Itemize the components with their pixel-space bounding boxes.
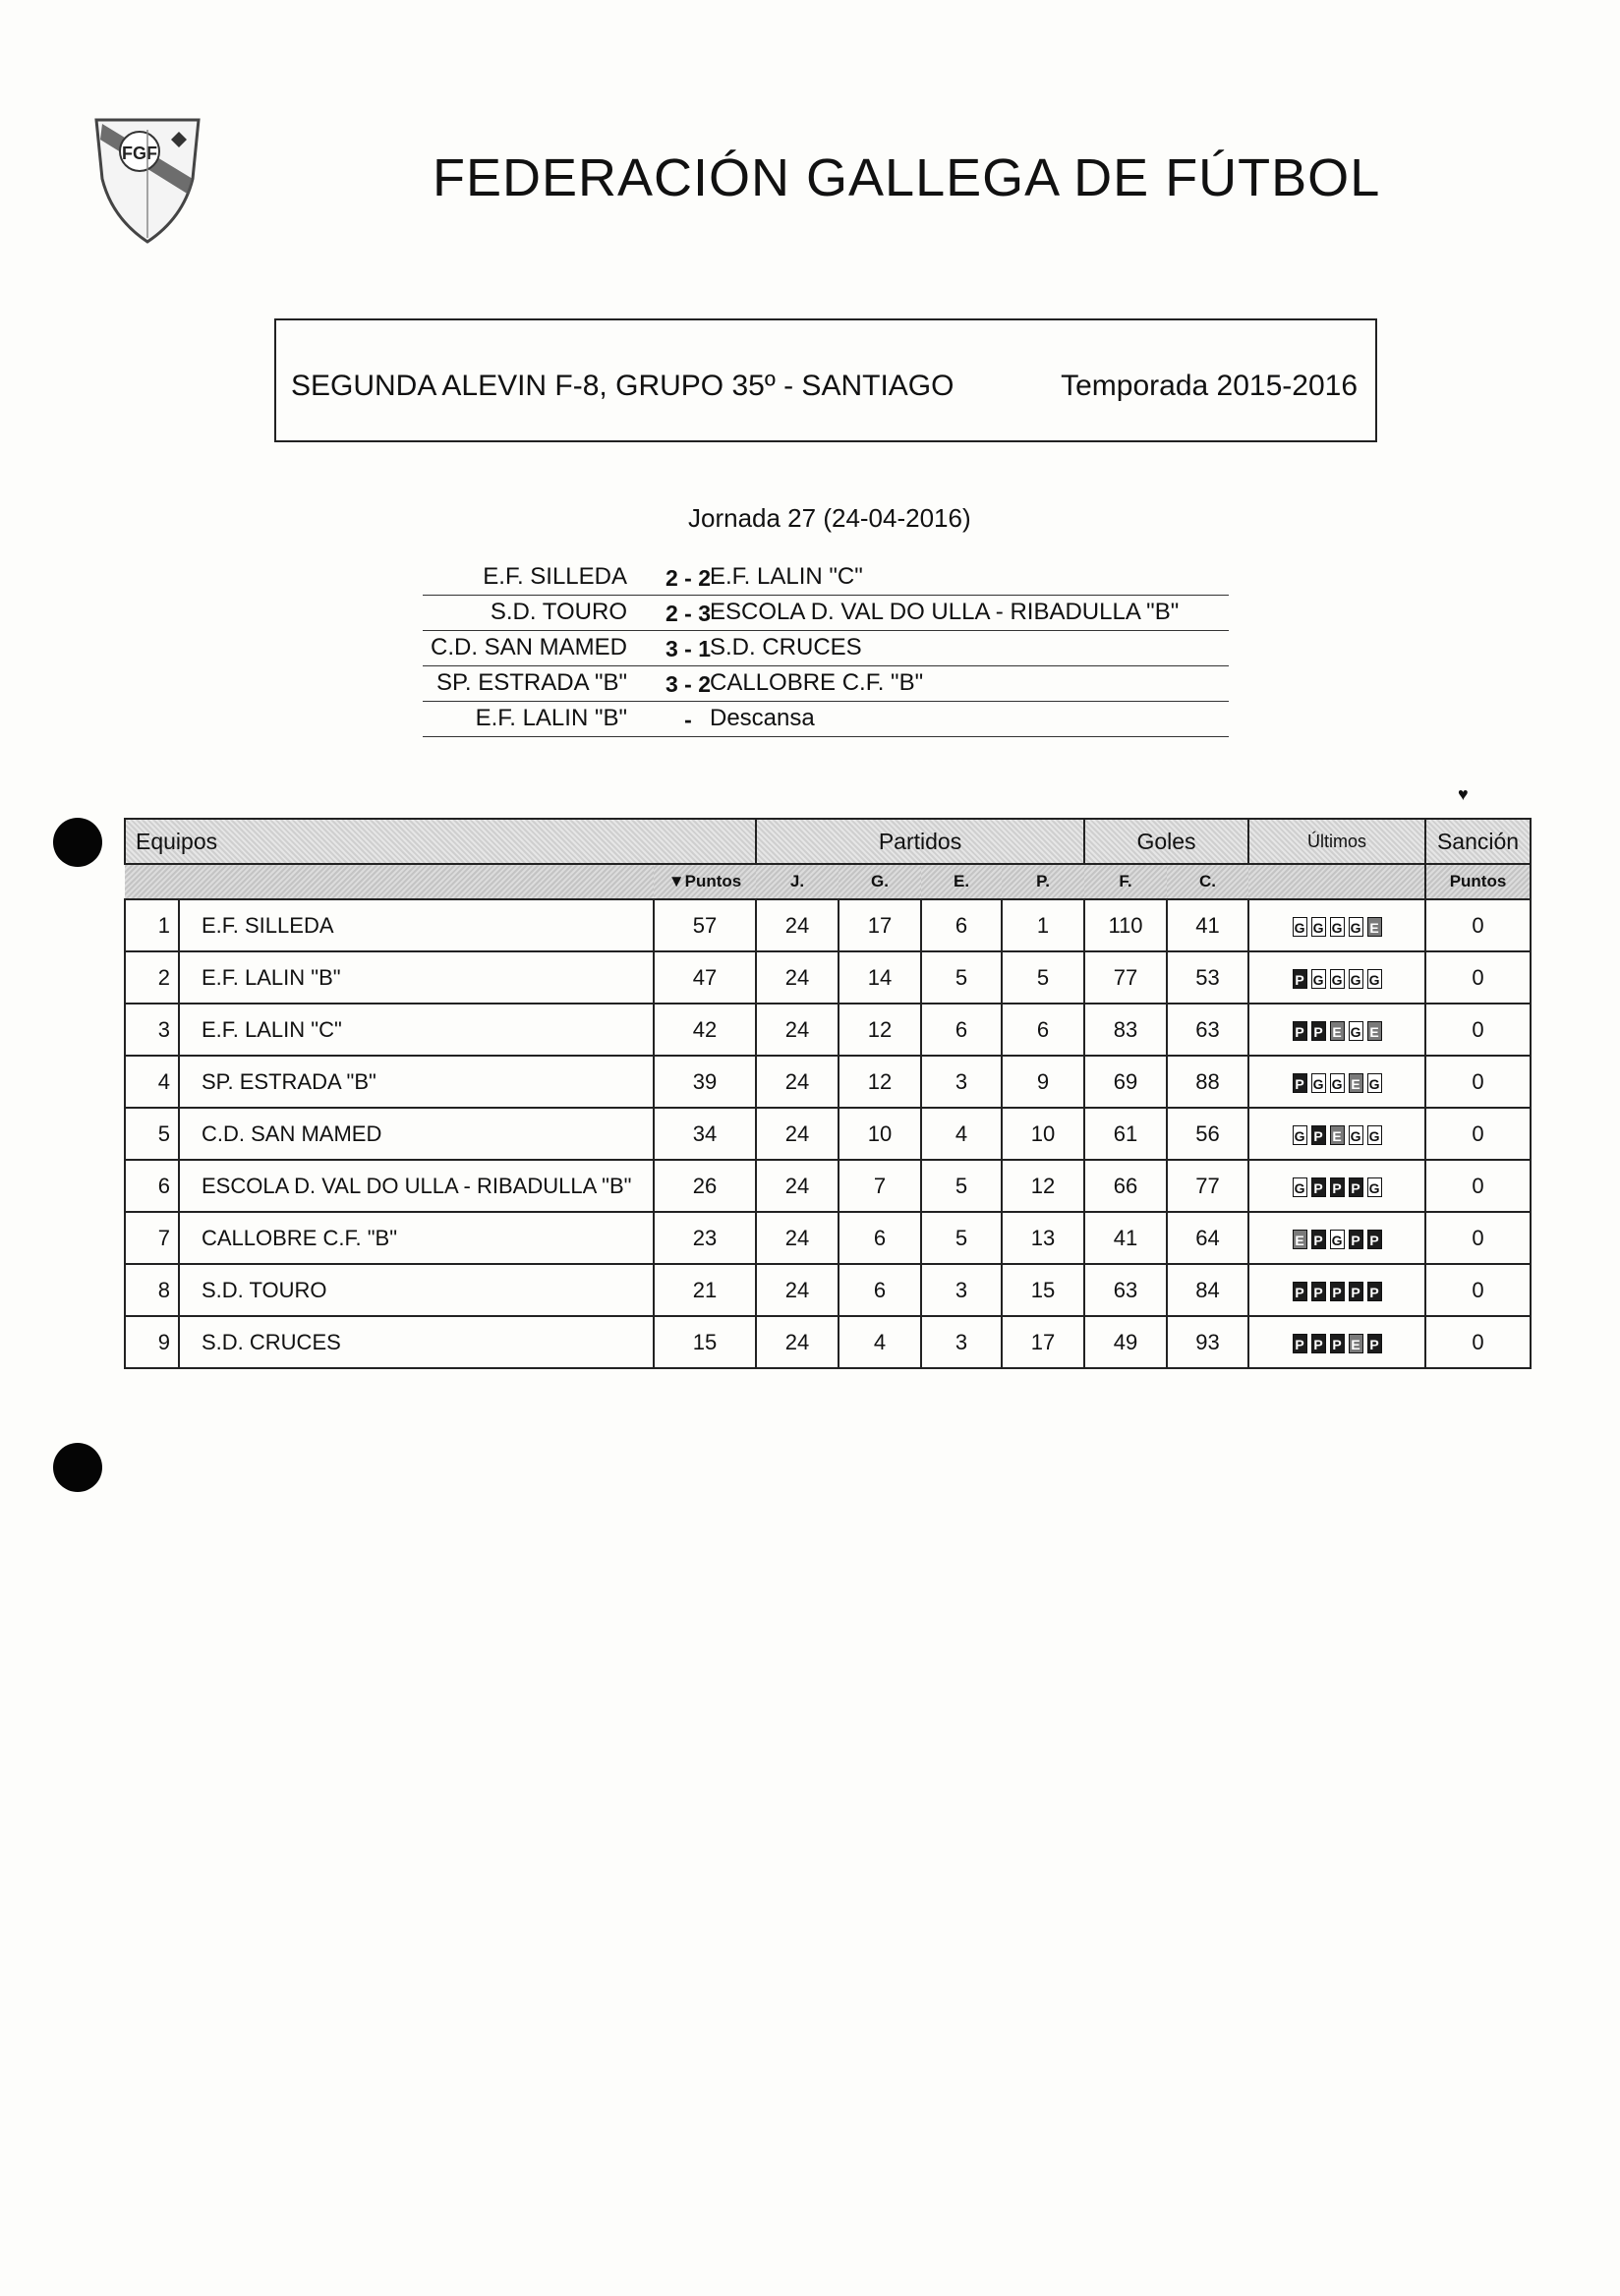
lost-cell: 10: [1002, 1108, 1084, 1160]
result-row: [423, 702, 1229, 737]
sanction-cell: 0: [1425, 899, 1531, 951]
position-cell: 4: [125, 1056, 179, 1108]
form-badge: E: [1330, 1021, 1345, 1041]
last-results-cell: [1248, 1056, 1425, 1108]
form-badge: E: [1330, 1125, 1345, 1145]
standings-table: [124, 818, 1532, 1369]
sanction-cell: 0: [1425, 1108, 1531, 1160]
competition-header: [274, 318, 1377, 442]
form-badge: G: [1293, 1125, 1307, 1145]
lost-column-header[interactable]: P.: [1002, 864, 1084, 899]
heart-marker-icon: ♥: [1458, 784, 1469, 804]
points-cell: 15: [654, 1316, 756, 1368]
won-cell: 12: [839, 1004, 921, 1056]
points-cell: 39: [654, 1056, 756, 1108]
result-row: [423, 631, 1229, 666]
form-badge: G: [1367, 1125, 1382, 1145]
last-results-cell: [1248, 1004, 1425, 1056]
form-badge: G: [1330, 969, 1345, 989]
goals-against-cell: 84: [1167, 1264, 1248, 1316]
round-results: [423, 560, 1229, 737]
points-cell: 42: [654, 1004, 756, 1056]
away-team: ESCOLA D. VAL DO ULLA - RIBADULLA "B": [710, 599, 1180, 625]
form-badge: G: [1330, 1230, 1345, 1249]
played-cell: 24: [756, 899, 839, 951]
home-team: E.F. LALIN "B": [475, 705, 627, 731]
position-cell: 6: [125, 1160, 179, 1212]
position-cell: 8: [125, 1264, 179, 1316]
lost-cell: 17: [1002, 1316, 1084, 1368]
form-badge: G: [1293, 1177, 1307, 1197]
team-name-cell: E.F. LALIN "C": [179, 1004, 654, 1056]
played-cell: 24: [756, 951, 839, 1004]
form-badges: [1293, 917, 1382, 937]
home-team: C.D. SAN MAMED: [430, 634, 627, 660]
score: 3 - 2: [665, 671, 712, 697]
home-team: SP. ESTRADA "B": [435, 669, 627, 696]
goals-for-cell: 49: [1084, 1316, 1167, 1368]
score: 3 - 1: [665, 636, 712, 661]
form-badge: P: [1349, 1177, 1363, 1197]
points-column-header[interactable]: ▼Puntos: [654, 864, 756, 899]
won-cell: 7: [839, 1160, 921, 1212]
form-badge: P: [1330, 1177, 1345, 1197]
last-results-header: Últimos: [1248, 819, 1425, 864]
form-badge: P: [1311, 1021, 1326, 1041]
points-cell: 23: [654, 1212, 756, 1264]
goals-for-cell: 66: [1084, 1160, 1167, 1212]
drawn-cell: 5: [921, 1160, 1002, 1212]
goals-for-cell: 61: [1084, 1108, 1167, 1160]
goals-for-cell: 41: [1084, 1212, 1167, 1264]
sanction-cell: 0: [1425, 1160, 1531, 1212]
sanction-cell: 0: [1425, 1264, 1531, 1316]
form-badge: P: [1311, 1125, 1326, 1145]
form-badge: P: [1293, 1334, 1307, 1353]
goals-against-cell: 41: [1167, 899, 1248, 951]
standings-row: [125, 1212, 1531, 1264]
last-results-cell: [1248, 899, 1425, 951]
points-cell: 26: [654, 1160, 756, 1212]
form-badge: G: [1311, 1073, 1326, 1093]
sanction-header: Sanción: [1425, 819, 1531, 864]
goals-for-cell: 63: [1084, 1264, 1167, 1316]
form-badge: P: [1293, 1021, 1307, 1041]
won-column-header[interactable]: G.: [839, 864, 921, 899]
played-cell: 24: [756, 1316, 839, 1368]
away-team: CALLOBRE C.F. "B": [710, 669, 924, 696]
punch-hole: [53, 1443, 102, 1492]
goals-against-cell: 64: [1167, 1212, 1248, 1264]
form-badge: G: [1330, 1073, 1345, 1093]
last-results-cell: [1248, 1108, 1425, 1160]
result-row: [423, 666, 1229, 702]
drawn-cell: 3: [921, 1056, 1002, 1108]
goals-against-cell: 53: [1167, 951, 1248, 1004]
away-team: Descansa: [710, 705, 815, 731]
played-cell: 24: [756, 1212, 839, 1264]
form-badges: [1293, 969, 1382, 989]
form-badges: [1293, 1021, 1382, 1041]
played-cell: 24: [756, 1160, 839, 1212]
goals-against-cell: 93: [1167, 1316, 1248, 1368]
form-badge: G: [1349, 969, 1363, 989]
last-results-cell: [1248, 1264, 1425, 1316]
standings-row: [125, 1056, 1531, 1108]
played-cell: 24: [756, 1108, 839, 1160]
form-badge: G: [1311, 969, 1326, 989]
standings-row: [125, 899, 1531, 951]
won-cell: 4: [839, 1316, 921, 1368]
form-badge: P: [1311, 1282, 1326, 1301]
form-badges: [1293, 1073, 1382, 1093]
team-name-cell: S.D. TOURO: [179, 1264, 654, 1316]
form-badge: G: [1330, 917, 1345, 937]
standings-row: [125, 1264, 1531, 1316]
form-badge: G: [1367, 969, 1382, 989]
goals-against-cell: 88: [1167, 1056, 1248, 1108]
svg-text:FGF: FGF: [122, 144, 157, 163]
away-team: S.D. CRUCES: [710, 634, 862, 660]
won-cell: 6: [839, 1264, 921, 1316]
form-badge: P: [1293, 1073, 1307, 1093]
team-name-cell: ESCOLA D. VAL DO ULLA - RIBADULLA "B": [179, 1160, 654, 1212]
position-cell: 2: [125, 951, 179, 1004]
federation-logo: [90, 110, 204, 248]
form-badges: [1293, 1230, 1382, 1249]
drawn-column-header[interactable]: E.: [921, 864, 1002, 899]
team-name-cell: SP. ESTRADA "B": [179, 1056, 654, 1108]
drawn-cell: 4: [921, 1108, 1002, 1160]
form-badges: [1293, 1125, 1382, 1145]
goals-for-cell: 77: [1084, 951, 1167, 1004]
won-cell: 10: [839, 1108, 921, 1160]
position-cell: 5: [125, 1108, 179, 1160]
standings-row: [125, 1160, 1531, 1212]
position-cell: 7: [125, 1212, 179, 1264]
form-badge: G: [1349, 1125, 1363, 1145]
position-cell: 9: [125, 1316, 179, 1368]
form-badge: P: [1293, 1282, 1307, 1301]
drawn-cell: 3: [921, 1264, 1002, 1316]
lost-cell: 1: [1002, 899, 1084, 951]
form-badge: P: [1293, 969, 1307, 989]
drawn-cell: 5: [921, 951, 1002, 1004]
points-cell: 34: [654, 1108, 756, 1160]
form-badge: P: [1311, 1334, 1326, 1353]
form-badge: P: [1367, 1230, 1382, 1249]
sanction-cell: 0: [1425, 1316, 1531, 1368]
goals-for-cell: 69: [1084, 1056, 1167, 1108]
form-badge: P: [1349, 1230, 1363, 1249]
form-badge: G: [1349, 1021, 1363, 1041]
team-name-cell: E.F. LALIN "B": [179, 951, 654, 1004]
drawn-cell: 6: [921, 899, 1002, 951]
federation-title: FEDERACIÓN GALLEGA DE FÚTBOL: [433, 148, 1381, 207]
team-name-cell: S.D. CRUCES: [179, 1316, 654, 1368]
lost-cell: 13: [1002, 1212, 1084, 1264]
lost-cell: 6: [1002, 1004, 1084, 1056]
position-cell: 1: [125, 899, 179, 951]
score: -: [684, 707, 692, 732]
sanction-cell: 0: [1425, 1056, 1531, 1108]
won-cell: 12: [839, 1056, 921, 1108]
points-cell: 21: [654, 1264, 756, 1316]
goals-against-cell: 63: [1167, 1004, 1248, 1056]
goals-header: Goles: [1084, 819, 1248, 864]
points-cell: 47: [654, 951, 756, 1004]
drawn-cell: 6: [921, 1004, 1002, 1056]
sanction-cell: 0: [1425, 1004, 1531, 1056]
goals-for-column-header[interactable]: F.: [1084, 864, 1167, 899]
form-badge: G: [1367, 1073, 1382, 1093]
form-badge: P: [1367, 1282, 1382, 1301]
round-label: Jornada 27 (24-04-2016): [688, 503, 971, 533]
form-badges: [1293, 1177, 1382, 1197]
result-row: [423, 596, 1229, 631]
position-cell: 3: [125, 1004, 179, 1056]
form-badge: P: [1311, 1230, 1326, 1249]
form-badge: E: [1349, 1073, 1363, 1093]
punch-hole: [53, 818, 102, 867]
standings-row: [125, 1316, 1531, 1368]
lost-cell: 9: [1002, 1056, 1084, 1108]
form-badge: P: [1330, 1334, 1345, 1353]
federation-crest-icon: [90, 110, 204, 248]
sanction-points-column-header[interactable]: Puntos: [1425, 864, 1531, 899]
away-team: E.F. LALIN "C": [710, 563, 863, 590]
form-badge: E: [1349, 1334, 1363, 1353]
standings-body: [125, 899, 1531, 1368]
drawn-cell: 3: [921, 1316, 1002, 1368]
won-cell: 6: [839, 1212, 921, 1264]
form-badge: G: [1311, 917, 1326, 937]
standings-row: [125, 1004, 1531, 1056]
home-team: S.D. TOURO: [490, 599, 627, 625]
score: 2 - 2: [665, 565, 712, 591]
last-results-cell: [1248, 1160, 1425, 1212]
form-badge: G: [1367, 1177, 1382, 1197]
lost-cell: 5: [1002, 951, 1084, 1004]
sanction-cell: 0: [1425, 951, 1531, 1004]
form-badges: [1293, 1334, 1382, 1353]
drawn-cell: 5: [921, 1212, 1002, 1264]
played-column-header[interactable]: J.: [756, 864, 839, 899]
form-badge: P: [1367, 1334, 1382, 1353]
form-badge: P: [1349, 1282, 1363, 1301]
last-results-cell: [1248, 1212, 1425, 1264]
team-name-cell: E.F. SILLEDA: [179, 899, 654, 951]
form-badge: P: [1330, 1282, 1345, 1301]
form-badge: P: [1311, 1177, 1326, 1197]
teams-header: Equipos: [125, 819, 756, 864]
competition-name: SEGUNDA ALEVIN F-8, GRUPO 35º - SANTIAGO: [291, 370, 955, 402]
won-cell: 14: [839, 951, 921, 1004]
played-cell: 24: [756, 1004, 839, 1056]
last-results-cell: [1248, 951, 1425, 1004]
result-row: [423, 560, 1229, 596]
form-badge: E: [1367, 1021, 1382, 1041]
season-label: Temporada 2015-2016: [1061, 370, 1358, 402]
played-cell: 24: [756, 1056, 839, 1108]
score: 2 - 3: [665, 601, 712, 626]
column-header-row: [125, 864, 1531, 899]
team-name-cell: C.D. SAN MAMED: [179, 1108, 654, 1160]
form-badge: G: [1293, 917, 1307, 937]
lost-cell: 15: [1002, 1264, 1084, 1316]
goals-for-cell: 83: [1084, 1004, 1167, 1056]
standings-row: [125, 1108, 1531, 1160]
group-header-row: [125, 819, 1531, 864]
goals-against-cell: 77: [1167, 1160, 1248, 1212]
standings-row: [125, 951, 1531, 1004]
form-badge: E: [1367, 917, 1382, 937]
lost-cell: 12: [1002, 1160, 1084, 1212]
goals-for-cell: 110: [1084, 899, 1167, 951]
home-team: E.F. SILLEDA: [483, 563, 627, 590]
won-cell: 17: [839, 899, 921, 951]
form-badge: G: [1349, 917, 1363, 937]
team-name-cell: CALLOBRE C.F. "B": [179, 1212, 654, 1264]
points-cell: 57: [654, 899, 756, 951]
sanction-cell: 0: [1425, 1212, 1531, 1264]
form-badge: E: [1293, 1230, 1307, 1249]
matches-header: Partidos: [756, 819, 1084, 864]
played-cell: 24: [756, 1264, 839, 1316]
form-badges: [1293, 1282, 1382, 1301]
goals-against-column-header[interactable]: C.: [1167, 864, 1248, 899]
goals-against-cell: 56: [1167, 1108, 1248, 1160]
last-results-cell: [1248, 1316, 1425, 1368]
